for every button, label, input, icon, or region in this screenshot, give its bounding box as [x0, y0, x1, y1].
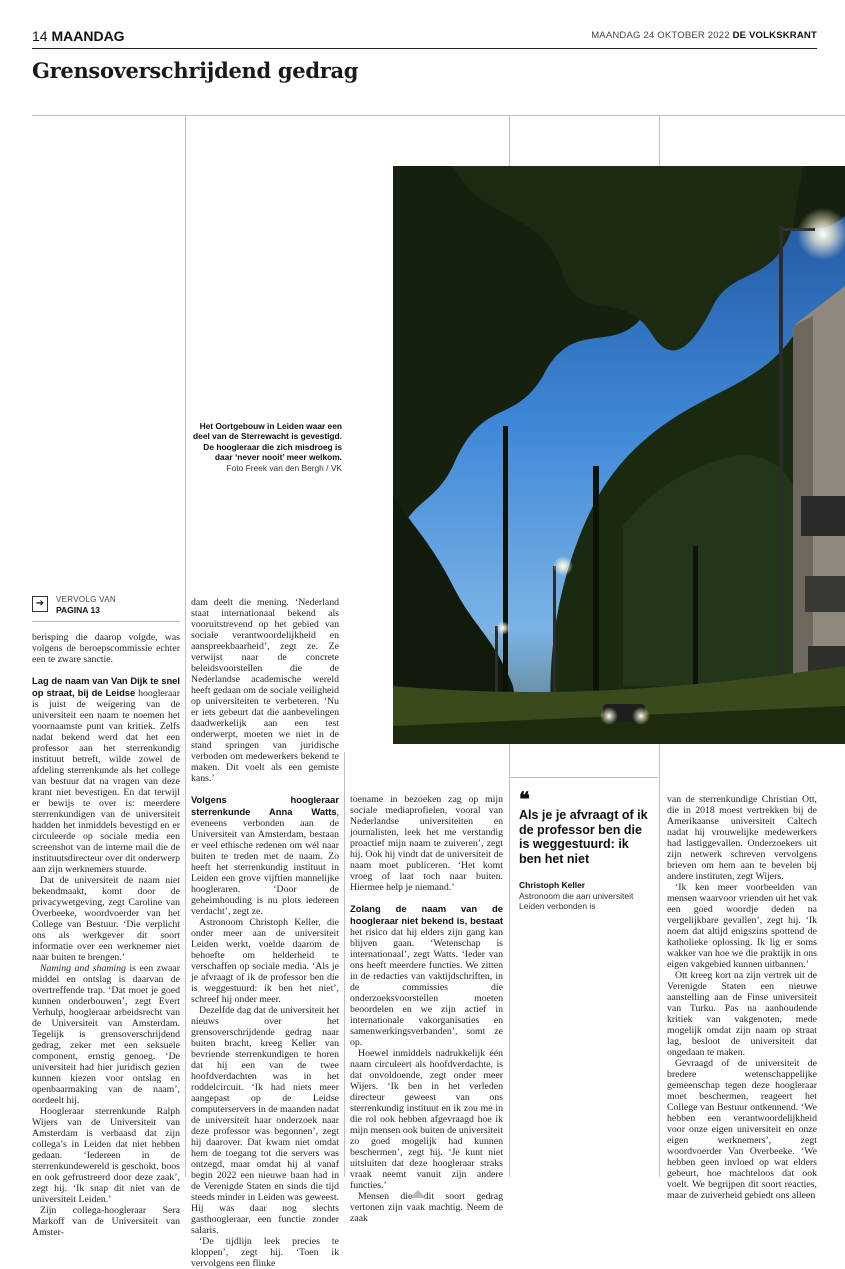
paragraph: Zijn collega-hoogleraar Sera Markoff van de Universiteit van Amster- — [32, 1205, 180, 1238]
paragraph: toename in bezoeken zag op mijn sociale mediaprofielen, vooral van Nederlandse universiteiten en journalisten, leek het me verstandig proactief mijn naam te zuiveren’, zegt hij. Ook hij vindt dat de universiteit de naam moet publiceren. ‘Het komt vroeg of laat toch naar buiten. Hiermee help je niemand.’ — [350, 794, 503, 893]
photo-caption — [190, 421, 342, 473]
caption-text: Het Oortgebouw in Leiden waar een deel van de Sterrewacht is gevestigd. De hoogleraar die zich misdroeg is daar ‘never nooit’ meer welkom. — [193, 421, 342, 463]
paragraph-lead: Volgens hoogleraar sterrenkunde Anna Watts — [191, 794, 339, 817]
paragraph-lead: Lag de naam van Van Dijk te snel op straat, bij de Leidse — [32, 675, 180, 698]
column-divider-1 — [185, 115, 186, 1177]
page-fold-marker — [410, 1190, 426, 1198]
paragraph: Naming and shaming is een zwaar middel en ontslag is daarvan de overtreffende trap. ‘Dat moet je goed kunnen onderbouwen’, zegt Evert Verhulp, hoogleraar arbeidsrecht van de Universiteit van Amsterdam. Tegelijk is grensoverschrijdend gedrag, zeker met een seksuele component, ernstig genoeg. ‘De universiteit had hier juridisch gezien kunnen kiezen voor ontslag en openbaarmaking van de naam’, oordeelt hij. — [32, 963, 180, 1106]
paragraph: Dat de universiteit de naam niet bekendmaakt, komt door de privacywetgeving, zegt Caroline van Overbeeke, woordvoerder van het College van Bestuur. ‘Die verplicht ons als werkgever dit soort informatie over een werknemer niet naar buiten te brengen.’ — [32, 875, 180, 963]
continuation-rule — [32, 621, 180, 622]
photo-illustration — [393, 166, 845, 744]
paragraph: Lag de naam van Van Dijk te snel op straat, bij de Leidse hoogleraar is juist de weigering van de universiteit een naam te noemen het voornaamste punt van kritiek. Zelfs nadat bekend werd dat het een professor aan het sterrenkundig instituut betreft, wilde zowel de afdeling sterrenkunde als het college van bestuur dat na vragen van deze krant niet bevestigen. En dat terwijl er bewijs te over is: meerdere sterrenkundigen van de universiteit hadden het inmiddels bevestigd en er circuleerde op sociale media een screenshot van de interne mail die de instituutsdirecteur over dit onderwerp aan zijn werknemers stuurde. — [32, 675, 180, 875]
paragraph: Ott kreeg kort na zijn vertrek uit de Verenigde Staten een nieuwe aanstelling aan de Finse universiteit van Turku. Pas na aanhoudende kritiek van vakgenoten, mede mogelijk omdat zijn naam op straat lag, besloot de universiteit dat ongedaan te maken. — [667, 970, 817, 1058]
paragraph: Hoewel inmiddels nadrukkelijk één naam circuleert als hoofdverdachte, is dat onvoldoende, zegt onder meer Wijers. ‘Ik ben in het verleden directeur geweest van ons sterrenkundig instituut en ik zou me in die rol ook hebben afgevraagd hoe ik mijn mensen ook buiten de universiteit zo goed mogelijk had kunnen beschermen’, zegt hij. ‘Je kunt niet uitsluiten dat deze hoogleraar straks vraak neemt vanuit zijn andere functies.’ — [350, 1048, 503, 1191]
continuation-label: VERVOLG VAN — [56, 595, 116, 604]
quote-attribution-name: Christoph Keller — [519, 880, 586, 890]
paragraph: ‘De tijdlijn leek precies te kloppen’, zegt hij. ‘Toen ik vervolgens een flinke — [191, 1236, 339, 1269]
article-column-2 — [191, 597, 339, 1269]
paragraph: ‘Ik ken meer voorbeelden van mensen waarvoor vrienden uit het vak een goed woordje deden na vergelijkbare gevallen’, zegt hij. ‘Ik noem dat altijd enigszins spottend de katholieke oplossing. Ik lig er soms wakker van hoe we die praktijk in ons eigen vakgebied kunnen uitbannen.’ — [667, 882, 817, 970]
page-number-value: 14 — [32, 28, 48, 44]
quote-attribution-role: Astronoom die aan universiteit Leiden verbonden is — [519, 891, 634, 911]
paragraph: Mensen die dit soort gedrag vertonen zijn vaak machtig. Neem de zaak — [350, 1191, 503, 1224]
article-column-5 — [667, 794, 817, 1201]
paragraph: Volgens hoogleraar sterrenkunde Anna Watts, eveneens verbonden aan de Universiteit van Amsterdam, bestaan er veel ethische redenen om wél naar buiten te treden met de naam. Zo heeft het sterrenkundig instituut in Leiden een grove vijftien mannelijke hoogleraren. ‘Door de geheimhouding is nu plots iedereen verdacht’, zegt ze. — [191, 794, 339, 917]
paragraph: berisping die daarop volgde, was volgens de beroepscommissie echter een te zware sanctie. — [32, 632, 180, 665]
article-column-1 — [32, 632, 180, 1238]
top-section-rule — [32, 115, 845, 116]
paragraph: Hoogleraar sterrenkunde Ralph Wijers van de Universiteit van Amsterdam is verbaasd dat zijn collega’s in Leiden dat niet hebben gedaan. ‘Iedereen in de sterrenkundewereld is geschokt, boos en ook gefrustreerd door deze zaak’, zegt hij. ‘Ik snap dit niet van de universiteit Leiden.’ — [32, 1106, 180, 1205]
paragraph: Dezelfde dag dat de universiteit het nieuws over het grensoverschrijdende gedrag naar buiten bracht, kreeg Keller van bevriende sterrenkundigen te horen dat hij een van de twee hoofdverdachten was in het roddelcircuit. ‘Ik had niets meer aangepast op de Leidse computerservers in de maanden nadat de universiteit haar onderzoek naar deze professor was begonnen’, zegt hij daarover. Dat kwam niet omdat hem de toegang tot die servers was ontzegd, maar omdat hij al vanaf begin 2022 een nieuwe baan had in de Verenigde Staten en sinds die tijd steeds minder in Leiden was geweest. Hij was daar nog slechts gasthoogleraar, een functie zonder salaris. — [191, 1005, 339, 1236]
arrow-right-icon: ➔ — [32, 596, 48, 612]
running-header — [32, 28, 817, 44]
header-rule — [32, 48, 817, 49]
column-divider-2 — [344, 752, 345, 1177]
page-title: Grensoverschrijdend gedrag — [32, 58, 359, 83]
pull-quote — [519, 787, 651, 911]
continuation-page: PAGINA 13 — [56, 605, 100, 615]
publication-name: DE VOLKSKRANT — [732, 30, 817, 41]
paragraph: Zolang de naam van de hoogleraar niet bekend is, bestaat het risico dat hij elders zijn gang kan blijven gaan. ‘Wetenschap is internationaal’, zegt Watts. ‘Ieder van ons heeft meerdere functies. We zitten in de redacties van vaktijdschriften, in de commissies die onderzoeksvoorstellen moeten beoordelen en we zijn actief in internationale vakorganisaties en samenwerkingsverbanden’, somt ze op. — [350, 903, 503, 1048]
article-column-3 — [350, 794, 503, 1224]
paragraph: Astronoom Christoph Keller, die onder meer aan de universiteit Leiden werkt, voelde daarom de behoefte om helderheid te verschaffen op sociale media. ‘Als je je afvraagt of ik de professor ben die is weggestuurd: ik ben het niet’, schreef hij onder meer. — [191, 917, 339, 1005]
paragraph-lead: Zolang de naam van de hoogleraar niet bekend is, bestaat — [350, 903, 503, 926]
quote-mark-icon: ❝ — [519, 787, 530, 811]
page-number — [32, 28, 125, 44]
photo-credit: Foto Freek van den Bergh / VK — [226, 462, 342, 473]
date-and-publication — [591, 30, 817, 41]
section-name: MAANDAG — [51, 28, 125, 44]
paragraph: van de sterrenkundige Christian Ott, die in 2018 moest vertrekken bij de Amerikaanse universiteit Caltech nadat hij vrouwelijke medewerkers had lastiggevallen. Onderzoekers uit zijn netwerk schreven vervolgens brieven om hem aan te bevelen bij andere instituten, zegt Wijers. — [667, 794, 817, 882]
issue-date: MAANDAG 24 OKTOBER 2022 — [591, 30, 730, 41]
paragraph: dam deelt die mening. ‘Nederland staat internationaal bekend als vooruitstrevend op het gebied van sociale verantwoordelijkheid en aanspreekbaarheid’, zegt ze. Ze verwijst naar de concrete beleidsvoorstellen die de Nederlandse academische wereld heeft gedaan om de sociale veiligheid op universiteiten te verbeteren. ‘Nu er iets gebeurt dat die aanbevelingen daadwerkelijk aan een test onderwerpt, moeten we niet in de stand springen van juridische verboden om medewerkers bekend te maken. Dit voelt als een gemiste kans.’ — [191, 597, 339, 784]
article-photo — [393, 166, 845, 744]
continuation-marker[interactable] — [32, 595, 180, 619]
quote-top-rule — [510, 777, 658, 778]
paragraph: Gevraagd of de universiteit de bredere wetenschappelijke gemeenschap tegen deze hoogleraar moet beschermen, reageert het College van Bestuur ontkennend. ‘We hebben een verantwoordelijkheid voor onze eigen universiteit en onze eigen werknemers’, zegt woordvoerder Van Overbeeke. ‘We hebben geen invloed op wat elders gebeurt, hoe machteloos dat ook voelt. We begrijpen dit soort reacties, maar de zuiverheid gebiedt ons alleen — [667, 1058, 817, 1201]
quote-text: Als je je afvraagt of ik de professor ben die is weggestuurd: ik ben het niet — [519, 808, 648, 866]
italic-phrase: Naming and shaming — [40, 963, 126, 974]
